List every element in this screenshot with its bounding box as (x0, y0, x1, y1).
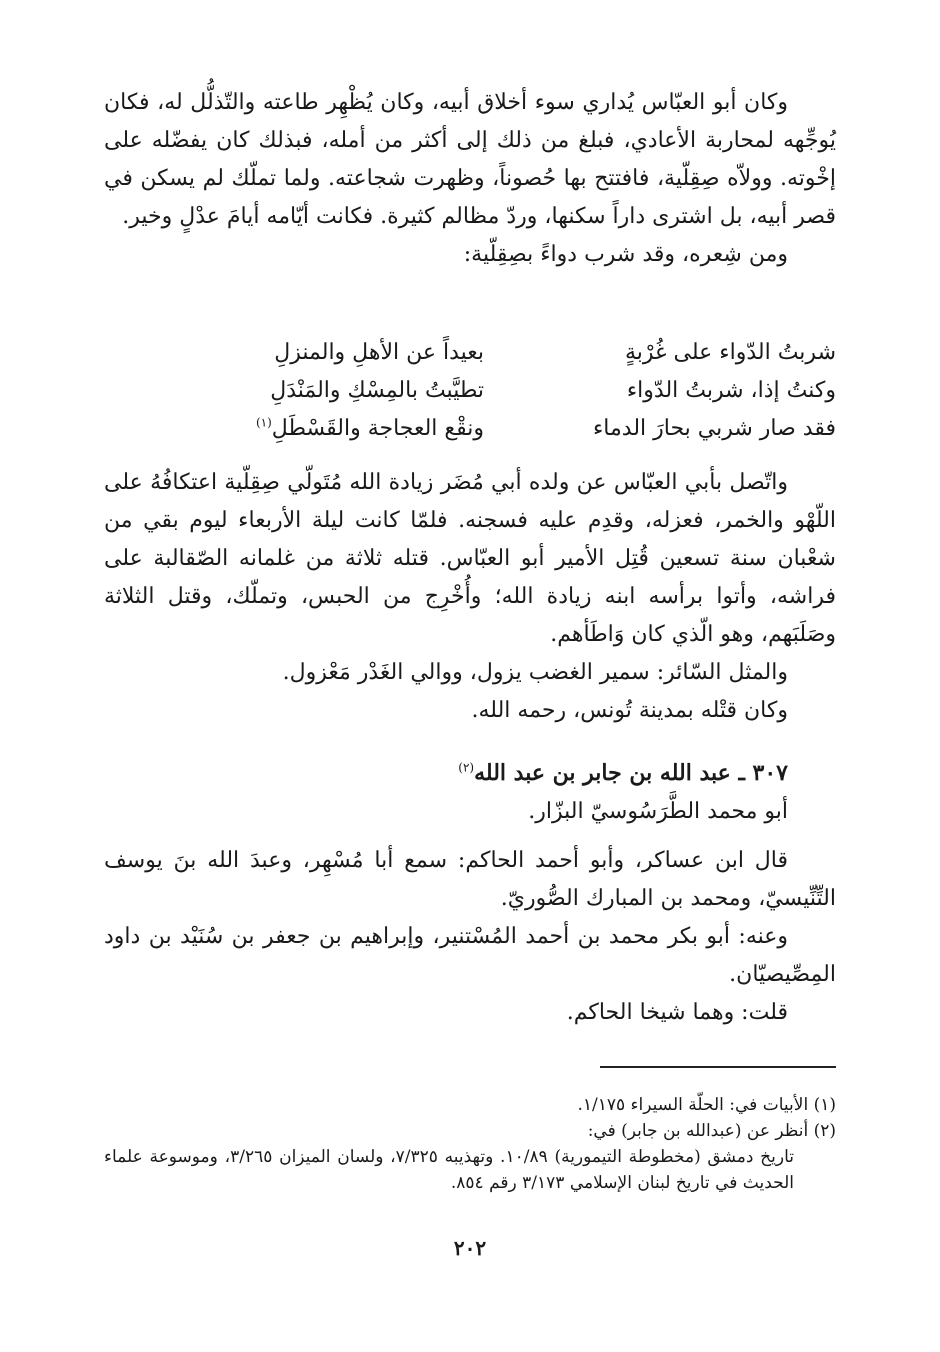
paragraph-abu-abbas-death: واتّصل بأبي العبّاس عن ولده أبي مُضَر زيادة الله مُتَولّي صِقِلّية اعتكافُهُ على اللّهْو والخمر، فعزله، وقدِم عليه فسجنه. فلمّا كانت ليلة الأربعاء ليوم بقي من شعْبان سنة تسعين قُتِل الأمير أبو العبّاس. قتله ثلاثة من غلمانه الصّقالبة على فراشه، وأتوا برأسه ابنه زيادة الله؛ وأُخْرِج من الحبس، وتملّك، وقتل الثلاثة وصَلَبَهم، وهو الّذي كان وَاطَأهم. (104, 470, 836, 647)
footnote-2: (٢) أنظر عن (عبدالله بن جابر) في: (587, 1121, 836, 1141)
entry-header (104, 754, 836, 831)
footnote-marker: (١) (255, 415, 272, 430)
page-number: ٢٠٢ (453, 1236, 487, 1260)
main-text-section-2 (104, 464, 836, 730)
entry-title-line (104, 754, 836, 793)
poem-hemistich-text: ونقْع العجاجة والقَسْطَلِ (271, 416, 484, 441)
poem (104, 340, 836, 454)
poem-hemistich-first: وكنتُ إذا، شربتُ الدّواء (626, 378, 836, 403)
paragraph-students: وعنه: أبو بكر محمد بن أحمد المُسْتنير، وإبراهيم بن جعفر بن سُنَيْد بن داود المِصِّيصيّان. (104, 924, 836, 987)
entry-subtitle: أبو محمد الطَّرَسُوسيّ البزّار. (528, 799, 788, 824)
paragraph-place-of-killing: وكان قتْله بمدينة تُونس، رحمه الله. (471, 698, 788, 723)
poem-verse-3 (104, 416, 836, 454)
paragraph-poem-intro: ومن شِعره، وقد شرب دواءً بصِقِلّية: (463, 242, 788, 267)
poem-hemistich-first: فقد صار شربي بحارَ الدماء (592, 416, 836, 441)
footnote-1: (١) الأبيات في: الحلّة السيراء ١/١٧٥. (577, 1095, 836, 1115)
entry-title: ٣٠٧ ـ عبد الله بن جابر بن عبد الله (474, 760, 788, 786)
paragraph-abu-abbas-conduct: وكان أبو العبّاس يُداري سوء أخلاق أبيه، وكان يُظْهِر طاعته والتّذلُّل له، فكان يُوجِّهه لمحاربة الأعادي، فبلغ من ذلك إلى أكثر من أمله، فبذلك كان يفضّله على إخْوته. وولاّه صِقِلّية، فافتتح بها حُصوناً، وظهرت شجاعته. ولما تملّك لم يسكن في قصر أبيه، بل اشترى داراً سكنها، وردّ مظالم كثيرة. فكانت أيّامه أيامَ عدْلٍ وخير. (104, 90, 836, 229)
poem-verse-2 (104, 378, 836, 416)
footnote-marker: (٢) (458, 760, 475, 775)
footnote-2-references: تاريخ دمشق (مخطوطة التيمورية) ١٠/٨٩. وتهذيبه ٧/٣٢٥، ولسان الميزان ٣/٢٦٥، وموسوعة علماء الحديث في تاريخ لبنان الإسلامي ٣/١٧٣ رقم ٨٥٤. (104, 1147, 795, 1193)
paragraph-author-note: قلت: وهما شيخا الحاكم. (566, 1000, 788, 1025)
footnotes (104, 1092, 836, 1196)
poem-hemistich-first: شربتُ الدّواء على غُرْبةٍ (624, 340, 836, 365)
paragraph-teachers: قال ابن عساكر، وأبو أحمد الحاكم: سمع أبا مُسْهِر، وعبدَ الله بنَ يوسف التِّنِّيسيّ، ومحمد بن المبارك الصُّوريّ. (104, 848, 836, 911)
paragraph-proverb: والمثل السّائر: سمير الغضب يزول، ووالي الغَدْر مَعْزول. (282, 660, 788, 685)
main-text-section-1 (104, 84, 836, 274)
poem-hemistich-second: تطيَّبتُ بالمِسْكِ والمَنْدَلِ (270, 378, 484, 403)
footnote-separator (600, 1066, 836, 1068)
poem-hemistich-second: بعيداً عن الأهلِ والمنزلِ (274, 340, 484, 365)
poem-hemistich-second (104, 416, 484, 441)
poem-verse-1 (104, 340, 836, 378)
main-text-section-3 (104, 842, 836, 1032)
